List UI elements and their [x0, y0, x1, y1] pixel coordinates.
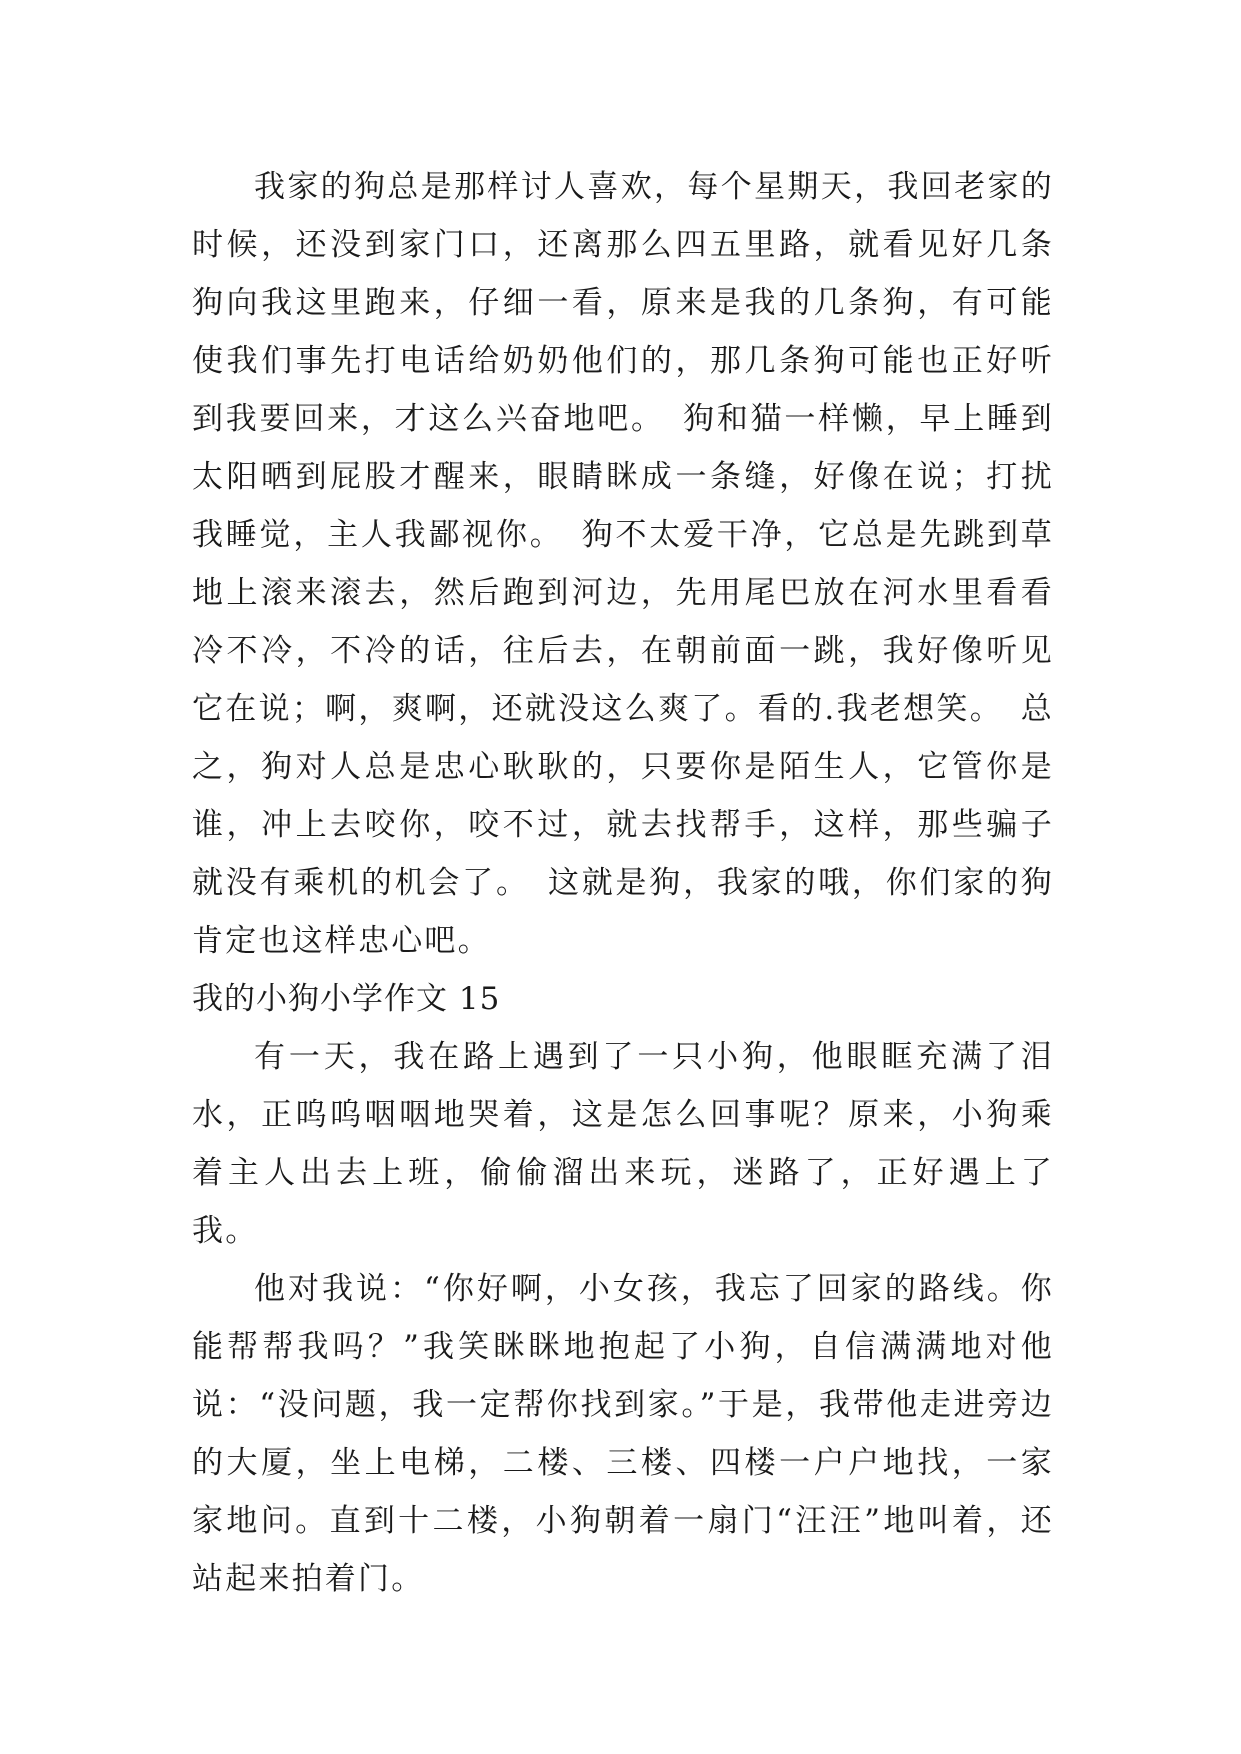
paragraph-finding-home: 他对我说：“你好啊，小女孩，我忘了回家的路线。你能帮帮我吗？”我笑眯眯地抱起了小狗，自信满满地对他说：“没问题，我一定帮你找到家。”于是，我带他走进旁边的大厦，坐上电梯，二楼、三楼、四楼一户户地找，一家家地问。直到十二楼，小狗朝着一扇门“汪汪”地叫着，还站起来拍着门。	[192, 1271, 1054, 1597]
paragraph-lost-puppy: 有一天，我在路上遇到了一只小狗，他眼眶充满了泪水，正呜呜咽咽地哭着，这是怎么回事呢？原来，小狗乘着主人出去上班，偷偷溜出来玩，迷路了，正好遇上了我。	[192, 1039, 1054, 1249]
section-heading: 我的小狗小学作文 15	[192, 981, 501, 1017]
paragraph-dog-story: 我家的狗总是那样讨人喜欢，每个星期天，我回老家的时候，还没到家门口，还离那么四五里路，就看见好几条狗向我这里跑来，仔细一看，原来是我的几条狗，有可能使我们事先打电话给奶奶他们的，那几条狗可能也正好听到我要回来，才这么兴奋地吧。 狗和猫一样懒，早上睡到太阳晒到屁股才醒来，眼睛眯成一条缝，好像在说；打扰我睡觉，主人我鄙视你。 狗不太爱干净，它总是先跳到草地上滚来滚去，然后跑到河边，先用尾巴放在河水里看看冷不冷，不冷的话，往后去，在朝前面一跳，我好像听见它在说；啊，爽啊，还就没这么爽了。看的.我老想笑。 总之，狗对人总是忠心耿耿的，只要你是陌生人，它管你是谁，冲上去咬你，咬不过，就去找帮手，这样，那些骗子就没有乘机的机会了。 这就是狗，我家的哦，你们家的狗肯定也这样忠心吧。	[192, 169, 1054, 959]
document-body	[192, 158, 1054, 1608]
